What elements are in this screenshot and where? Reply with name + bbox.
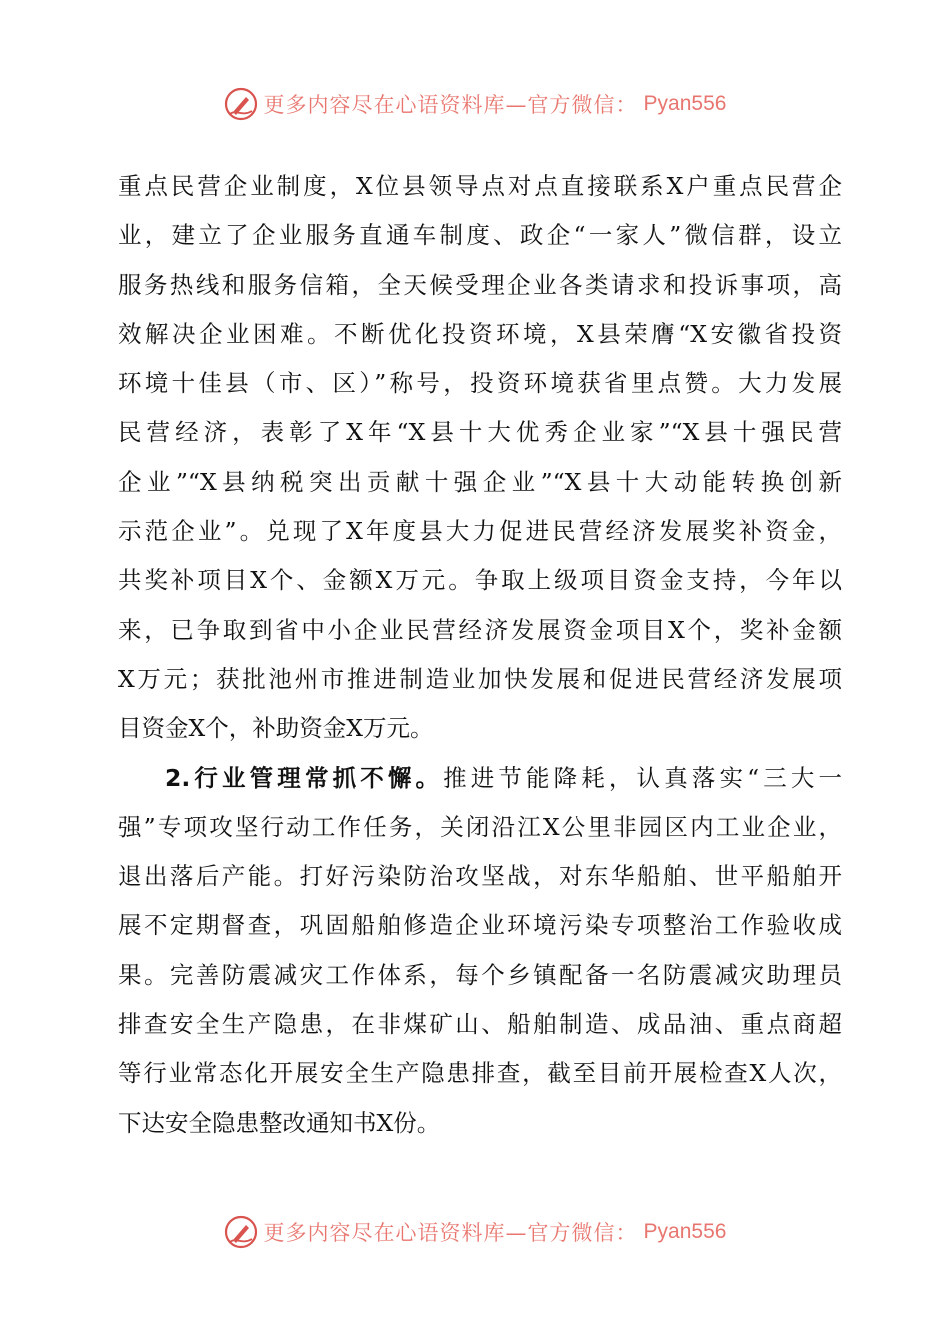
footer-watermark-banner	[0, 1212, 950, 1252]
pen-logo-icon	[224, 87, 258, 121]
banner-wechat-id: Pyan556	[643, 1220, 727, 1243]
text-line: X万元；获批池州市推进制造业加快发展和促进民营经济发展项	[118, 664, 842, 693]
text-line: 示范企业”。兑现了X年度县大力促进民营经济发展奖补资金，	[118, 517, 842, 546]
text-line: 等行业常态化开展安全生产隐患排查，截至目前开展检查X人次，	[118, 1059, 842, 1088]
text-line: 强”专项攻坚行动工作任务，关闭沿江X公里非园区内工业企业，	[118, 812, 842, 841]
section-heading: 2.行业管理常抓不懈。	[165, 763, 444, 792]
pen-logo-icon	[224, 1215, 258, 1249]
text-line: 展不定期督查，巩固船舶修造企业环境污染专项整治工作验收成	[118, 911, 842, 940]
text-span: 推进节能降耗，认真落实“三大一	[443, 763, 842, 792]
document-body	[118, 162, 842, 1148]
text-line: 业，建立了企业服务直通车制度、政企“一家人”微信群，设立	[118, 221, 842, 250]
banner-wechat-id: Pyan556	[643, 92, 727, 115]
text-line: 退出落后产能。打好污染防治攻坚战，对东华船舶、世平船舶开	[118, 862, 842, 891]
text-line: 目资金X个，补助资金X万元。	[118, 714, 434, 743]
text-line: 环境十佳县（市、区）”称号，投资环境获省里点赞。大力发展	[118, 369, 842, 398]
text-line: 重点民营企业制度，X位县领导点对点直接联系X户重点民营企	[118, 172, 842, 200]
text-line: 排查安全生产隐患，在非煤矿山、船舶制造、成品油、重点商超	[118, 1010, 842, 1039]
banner-text: 更多内容尽在心语资料库—官方微信：	[263, 93, 638, 117]
text-line: 下达安全隐患整改通知书X份。	[118, 1108, 441, 1137]
header-watermark-banner	[0, 84, 950, 124]
text-line: 民营经济，表彰了X年“X县十大优秀企业家”“X县十强民营	[118, 418, 842, 447]
paragraph-first-line	[118, 754, 842, 803]
text-line: 果。完善防震减灾工作体系，每个乡镇配备一名防震减灾助理员	[118, 960, 842, 989]
banner-text: 更多内容尽在心语资料库—官方微信：	[263, 1221, 638, 1245]
text-line: 来，已争取到省中小企业民营经济发展资金项目X个，奖补金额	[118, 615, 842, 644]
text-line: 效解决企业困难。不断优化投资环境，X县荣膺“X安徽省投资	[118, 319, 842, 348]
paragraph-1	[118, 162, 842, 754]
paragraph-2	[118, 754, 842, 1148]
text-line: 服务热线和服务信箱，全天候受理企业各类请求和投诉事项，高	[118, 270, 842, 299]
text-line: 共奖补项目X个、金额X万元。争取上级项目资金支持，今年以	[118, 566, 842, 595]
text-line: 企业”“X县纳税突出贡献十强企业”“X县十大动能转换创新	[118, 467, 842, 496]
